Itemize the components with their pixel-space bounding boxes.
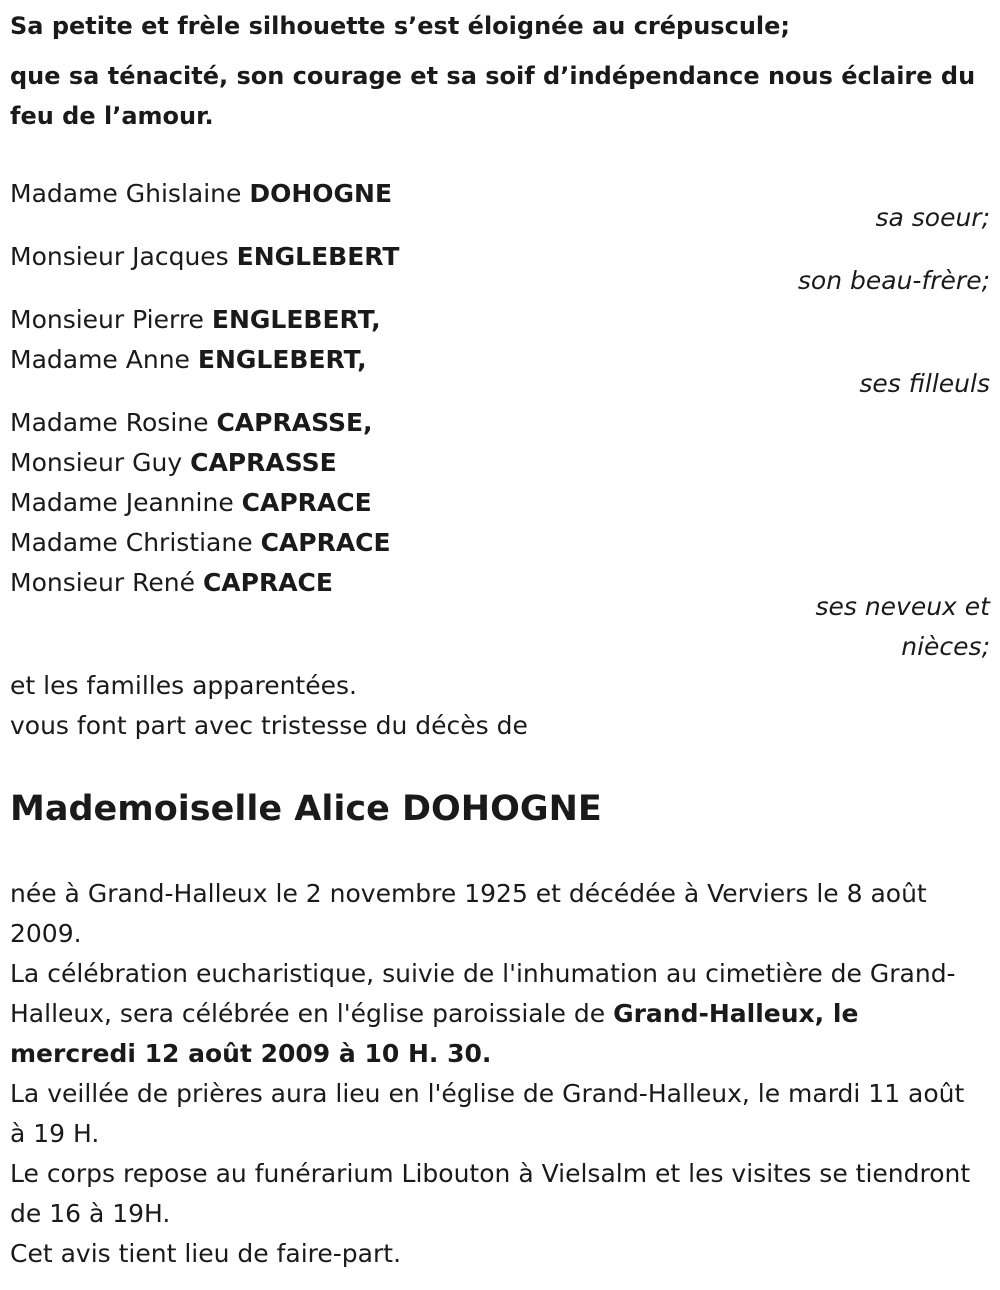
member-surname: ENGLEBERT, — [211, 305, 381, 334]
family-member-godchild — [10, 340, 985, 380]
relation-godchildren: ses filleuls — [859, 369, 990, 398]
epitaph-line-1: Sa petite et frèle silhouette s’est éloignée au crépuscule; — [10, 12, 790, 40]
funeral-details — [10, 874, 985, 1274]
ceremony-date-place: Grand-Halleux, le mercredi 12 août 2009 à 10 H. 30. — [10, 999, 859, 1068]
member-first-name: Madame Ghislaine — [10, 179, 250, 208]
birth-death-text: née à Grand-Halleux le 2 novembre 1925 et décédée à Verviers le 8 août 2009. — [10, 879, 927, 948]
family-member-sister — [10, 174, 985, 214]
related-families-line: et les familles apparentées. — [10, 671, 357, 700]
member-first-name: Monsieur Guy — [10, 448, 191, 477]
member-surname: DOHOGNE — [249, 179, 393, 208]
member-surname: CAPRACE — [241, 488, 372, 517]
visits-text: Le corps repose au funérarium Libouton à Vielsalm et les visites se tiendront de 16 à 19H. — [10, 1159, 971, 1228]
family-member-nephew — [10, 403, 985, 443]
vigil-text: La veillée de prières aura lieu en l'église de Grand-Halleux, le mardi 11 août à 19 H. — [10, 1079, 965, 1148]
announcement-line: vous font part avec tristesse du décès de — [10, 711, 528, 740]
relation-sister: sa soeur; — [875, 203, 990, 232]
member-surname: CAPRASSE — [190, 448, 337, 477]
family-member-niece — [10, 483, 985, 523]
member-surname: ENGLEBERT — [236, 242, 400, 271]
member-first-name: Madame Christiane — [10, 528, 261, 557]
member-first-name: Madame Jeannine — [10, 488, 242, 517]
relation-brother-in-law: son beau-frère; — [797, 266, 990, 295]
member-first-name: Monsieur René — [10, 568, 203, 597]
member-first-name: Monsieur Jacques — [10, 242, 237, 271]
ceremony-intro: La célébration eucharistique, suivie de l'inhumation au cimetière de Grand-Halleux, sera célébrée en l'église paroissiale de — [10, 959, 956, 1028]
relation-nephews-line-2: nièces; — [901, 632, 990, 661]
relation-nephews-line-1: ses neveux et — [815, 592, 990, 621]
epitaph-line-2: que sa ténacité, son courage et sa soif d’indépendance nous éclaire du feu de l’amour. — [10, 62, 976, 130]
member-surname: CAPRASSE, — [216, 408, 373, 437]
member-surname: CAPRACE — [260, 528, 391, 557]
family-member-nephew — [10, 443, 985, 483]
notice-text: Cet avis tient lieu de faire-part. — [10, 1239, 402, 1268]
ceremony-text — [10, 954, 985, 1074]
member-first-name: Monsieur Pierre — [10, 305, 212, 334]
family-member-niece — [10, 523, 985, 563]
family-member-godchild — [10, 300, 985, 340]
deceased-name: Mademoiselle Alice DOHOGNE — [10, 789, 602, 829]
member-surname: CAPRACE — [202, 568, 333, 597]
member-first-name: Madame Anne — [10, 345, 198, 374]
member-first-name: Madame Rosine — [10, 408, 217, 437]
member-surname: ENGLEBERT, — [197, 345, 367, 374]
